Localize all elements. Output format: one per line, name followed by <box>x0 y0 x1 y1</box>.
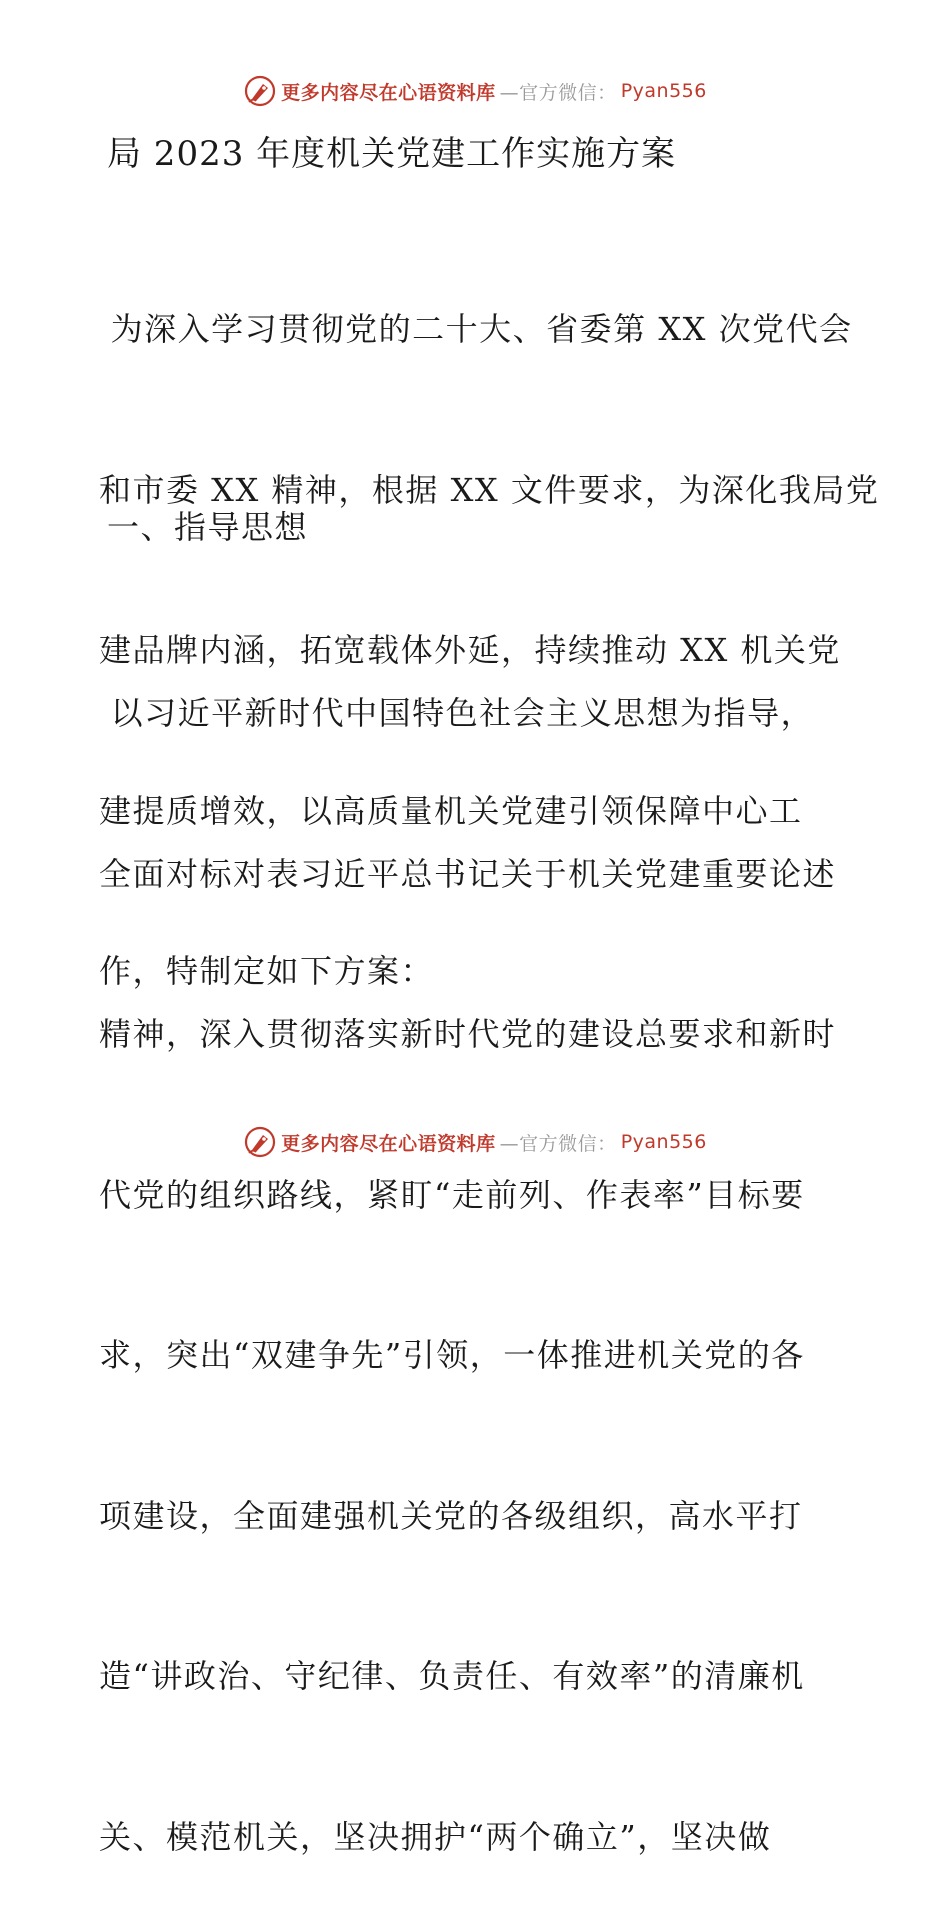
paragraph-line: 造“讲政治、守纪律、负责任、有效率”的清廉机 <box>99 1657 805 1695</box>
paragraph-line: 求，突出“双建争先”引领，一体推进机关党的各 <box>99 1336 805 1374</box>
paragraph-line: 建提质增效，以高质量机关党建引领保障中心工 <box>99 791 803 830</box>
paragraph-line: 作，特制定如下方案： <box>99 952 435 990</box>
watermark-wechat-id: Pyan556 <box>620 1131 707 1153</box>
pen-nib-logo-icon <box>243 74 277 108</box>
paragraph-line: 为深入学习贯彻党的二十大、省委第 XX 次党代会 <box>99 310 853 348</box>
document-title: 局 2023 年度机关党建工作实施方案 <box>107 134 677 174</box>
paragraph-line: 代党的组织路线，紧盯“走前列、作表率”目标要 <box>99 1175 805 1214</box>
footer-watermark <box>0 1125 950 1159</box>
paragraph-line: 全面对标对表习近平总书记关于机关党建重要论述 <box>99 854 837 893</box>
watermark-wechat-id: Pyan556 <box>620 80 707 102</box>
watermark-brand: 更多内容尽在心语资料库 <box>281 81 496 104</box>
paragraph-line: 以习近平新时代中国特色社会主义思想为指导， <box>99 694 815 732</box>
paragraph-line: 项建设，全面建强机关党的各级组织，高水平打 <box>99 1496 803 1535</box>
section-paragraph <box>99 580 836 1918</box>
paragraph-line: 建品牌内涵，拓宽载体外延，持续推动 XX 机关党 <box>99 631 841 669</box>
paragraph-line: 和市委 XX 精神，根据 XX 文件要求，为深化我局党 <box>99 470 880 509</box>
watermark-separator: —官方微信： <box>499 81 617 104</box>
header-watermark <box>0 74 950 108</box>
section-heading: 一、指导思想 <box>107 508 309 546</box>
watermark-brand: 更多内容尽在心语资料库 <box>281 1132 496 1155</box>
watermark-separator: —官方微信： <box>499 1132 617 1155</box>
pen-nib-logo-icon <box>243 1125 277 1159</box>
paragraph-line: 精神，深入贯彻落实新时代党的建设总要求和新时 <box>99 1015 837 1053</box>
paragraph-line: 关、模范机关，坚决拥护“两个确立”，坚决做 <box>99 1817 772 1856</box>
